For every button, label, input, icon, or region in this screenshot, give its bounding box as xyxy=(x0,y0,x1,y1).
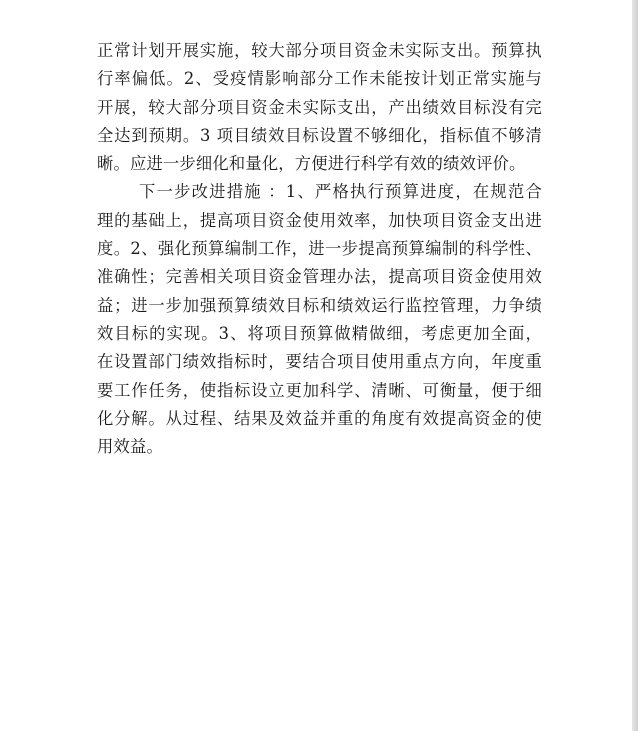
text-line: 在设置部门绩效指标时，要结合项目使用重点方向，年度重 xyxy=(97,352,542,372)
text-line: 化分解。从过程、结果及效益并重的角度有效提高资金的使 xyxy=(97,408,542,428)
text-line: 全达到预期。3 项目绩效目标设置不够细化，指标值不够清 xyxy=(97,125,542,145)
text-line: 效目标的实现。3、将项目预算做精做细，考虑更加全面， xyxy=(97,323,542,343)
text-line: 开展，较大部分项目资金未实际支出，产出绩效目标没有完 xyxy=(97,97,542,117)
text-line: 要工作任务，使指标设立更加科学、清晰、可衡量，便于细 xyxy=(97,380,542,400)
text-line: 行率偏低。2、受疫情影响部分工作未能按计划正常实施与 xyxy=(97,69,542,89)
text-line: 理的基础上，提高项目资金使用效率，加快项目资金支出进 xyxy=(97,210,542,230)
document-body xyxy=(97,37,542,461)
text-line: 晰。应进一步细化和量化，方便进行科学有效的绩效评价。 xyxy=(97,154,526,174)
text-line: 正常计划开展实施，较大部分项目资金未实际支出。预算执 xyxy=(97,41,542,60)
page-edge-shadow xyxy=(632,0,638,731)
text-line: 度。2、强化预算编制工作，进一步提高预算编制的科学性、 xyxy=(97,239,542,259)
paragraph-first-line: 下一步改进措施 ：1、严格执行预算进度，在规范合 xyxy=(139,182,542,202)
text-line: 用效益。 xyxy=(97,437,163,457)
text-line: 益；进一步加强预算绩效目标和绩效运行监控管理，力争绩 xyxy=(97,295,542,315)
text-line: 准确性；完善相关项目资金管理办法，提高项目资金使用效 xyxy=(97,267,542,287)
